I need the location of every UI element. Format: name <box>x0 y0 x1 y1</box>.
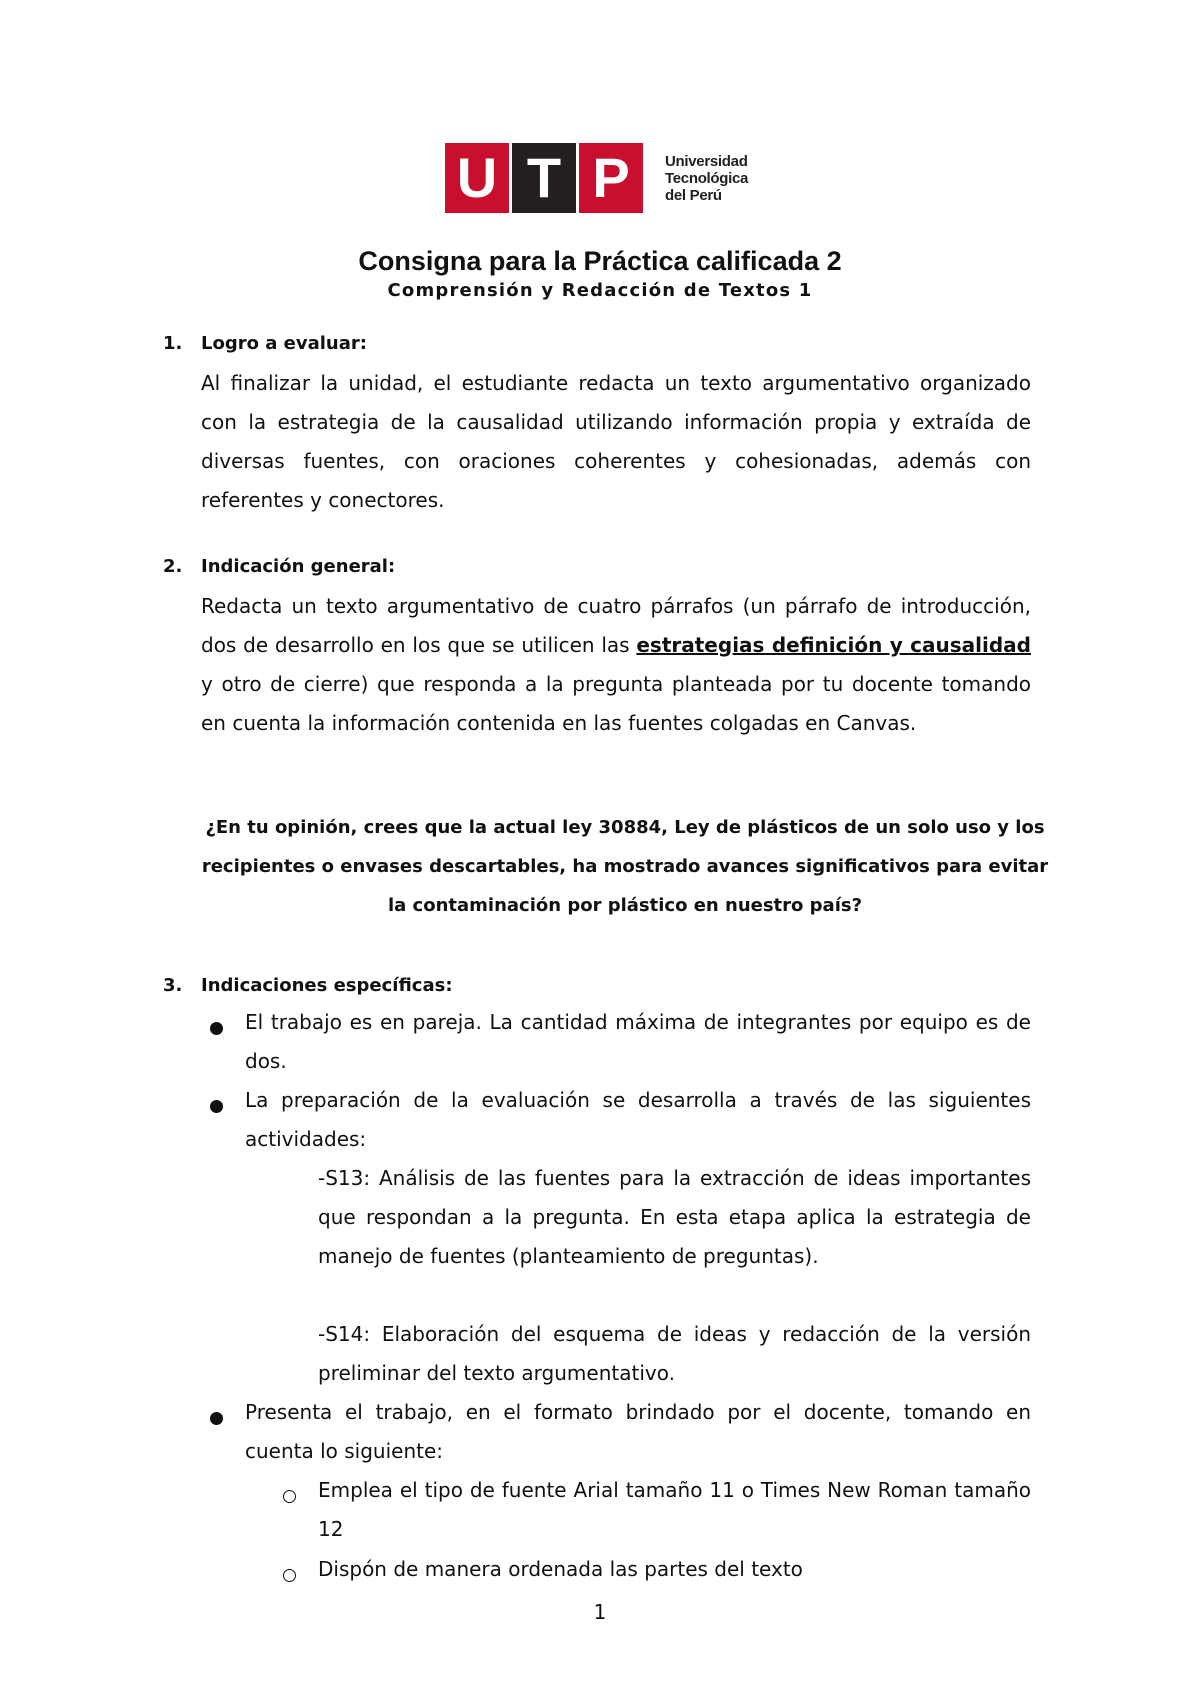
activity-item-s14: -S14: Elaboración del esquema de ideas y redacción de la versión preliminar del texto argumentativo. <box>318 1322 1031 1385</box>
bullet-icon <box>210 1412 223 1425</box>
circle-bullet-icon <box>283 1569 296 1582</box>
bullet-item: El trabajo es en pareja. La cantidad máxima de integrantes por equipo es de dos. <box>245 1010 1031 1073</box>
circle-bullet-icon <box>283 1490 296 1503</box>
section-heading-logro: Logro a evaluar: <box>201 333 367 354</box>
logo-university-name: Universidad Tecnológica del Perú <box>665 153 749 204</box>
section-number-1: 1. <box>163 333 183 354</box>
utp-logo <box>445 143 765 213</box>
section-number-3: 3. <box>163 975 183 996</box>
document-subtitle: Comprensión y Redacción de Textos 1 <box>387 280 813 301</box>
sub-item: Dispón de manera ordenada las partes del texto <box>318 1557 803 1581</box>
section-heading-especificas: Indicaciones específicas: <box>201 975 453 996</box>
section-heading-indicacion: Indicación general: <box>201 556 396 577</box>
logo-letter-t: T <box>512 143 576 213</box>
guiding-question: ¿En tu opinión, crees que la actual ley 30884, Ley de plásticos de un solo uso y los recipientes o envases descartables, ha mostrado avances significativos para evitar la contaminación por plástico en nuestro país? <box>201 817 1049 916</box>
bullet-icon <box>210 1100 223 1113</box>
activity-item-s13: -S13: Análisis de las fuentes para la extracción de ideas importantes que respondan a la pregunta. En esta etapa aplica la estrategia de manejo de fuentes (planteamiento de preguntas). <box>318 1166 1031 1268</box>
page-number: 1 <box>593 1600 607 1624</box>
section-text-logro: Al finalizar la unidad, el estudiante redacta un texto argumentativo organizado con la estrategia de la causalidad utilizando información propia y extraída de diversas fuentes, con oraciones coherentes y cohesionadas, además con referentes y conectores. <box>201 371 1031 512</box>
bullet-item: Presenta el trabajo, en el formato brindado por el docente, tomando en cuenta lo siguiente: <box>245 1400 1031 1463</box>
bullet-item: La preparación de la evaluación se desarrolla a través de las siguientes actividades: <box>245 1088 1031 1151</box>
sub-item: Emplea el tipo de fuente Arial tamaño 11 o Times New Roman tamaño 12 <box>318 1478 1031 1541</box>
section-number-2: 2. <box>163 556 183 577</box>
emphasized-strategies: estrategias definición y causalidad <box>636 633 1031 657</box>
document-title: Consigna para la Práctica calificada 2 <box>358 246 842 276</box>
logo-letter-u: U <box>445 143 509 213</box>
bullet-icon <box>210 1022 223 1035</box>
section-text-indicacion: Redacta un texto argumentativo de cuatro párrafos (un párrafo de introducción, dos de desarrollo en los que se utilicen las estrategias definición y causalidad y otro de cierre) que responda a la pregunta planteada por tu docente tomando en cuenta la información contenida en las fuentes colgadas en Canvas. <box>201 594 1031 735</box>
logo-letter-p: P <box>579 143 643 213</box>
